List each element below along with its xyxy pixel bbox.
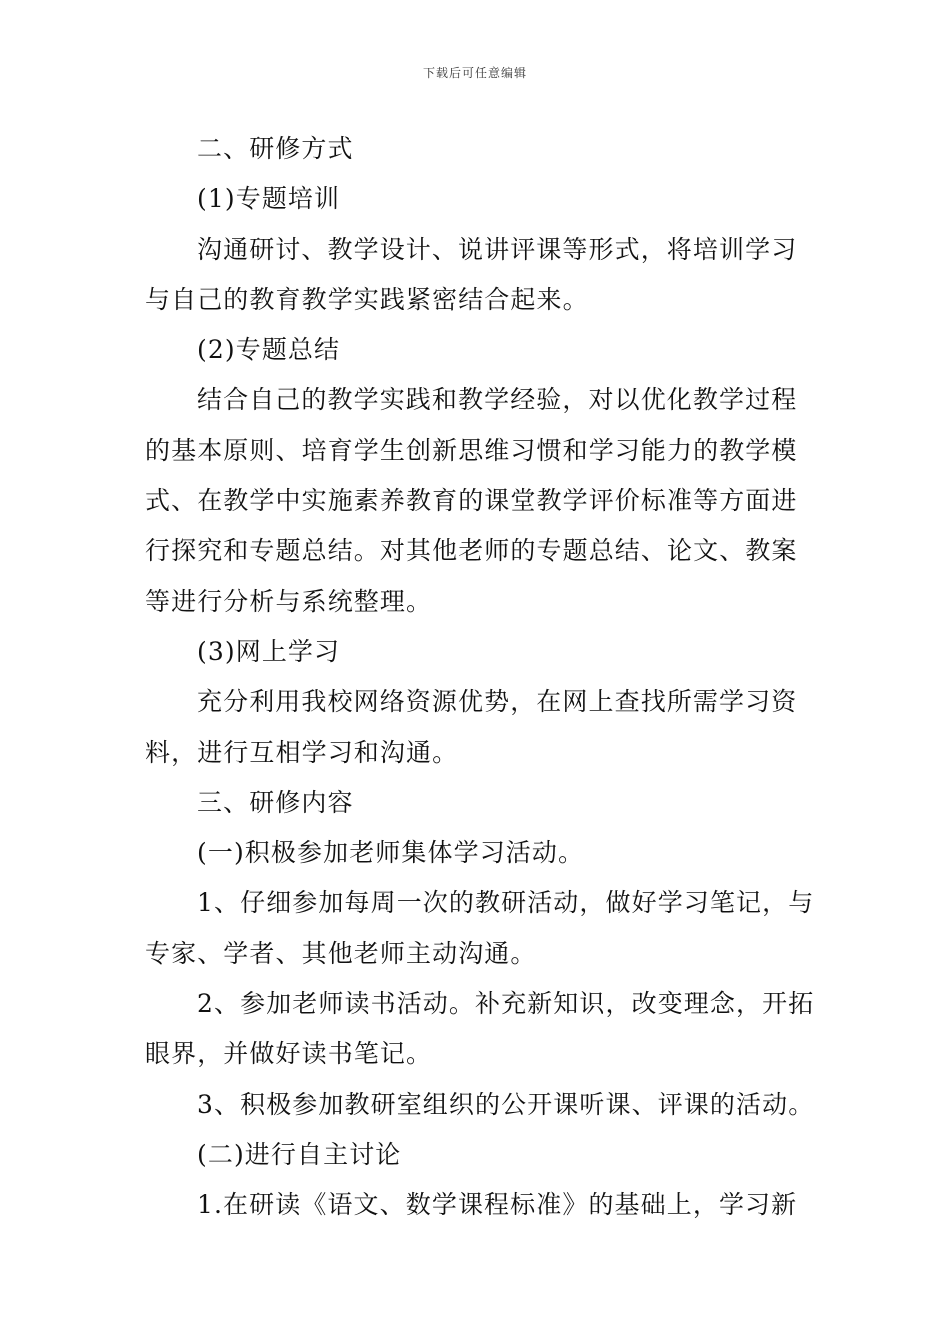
subheading: (一)积极参加老师集体学习活动。 [197,838,585,868]
paragraph-line: 式、在教学中实施素养教育的课堂教学评价标准等方面进 [145,486,798,516]
subheading: (3)网上学习 [197,636,341,666]
paragraph-line: 1.在研读《语文、数学课程标准》的基础上，学习新 [197,1190,798,1220]
paragraph-line: 2、参加老师读书活动。补充新知识，改变理念，开拓 [197,989,815,1019]
section-heading: 三、研修内容 [197,787,354,817]
document-body [145,124,815,1231]
subheading: (2)专题总结 [197,335,341,365]
paragraph-line: 眼界，并做好读书笔记。 [145,1039,433,1069]
subheading: (1)专题培训 [197,184,341,214]
paragraph-line: 3、积极参加教研室组织的公开课听课、评课的活动。 [197,1089,815,1119]
paragraph-line: 充分利用我校网络资源优势，在网上查找所需学习资 [197,687,798,717]
paragraph-line: 与自己的教育教学实践紧密结合起来。 [145,284,589,314]
section-heading: 二、研修方式 [197,134,354,163]
paragraph-line: 结合自己的教学实践和教学经验，对以优化教学过程 [197,385,798,415]
paragraph-line: 1、仔细参加每周一次的教研活动，做好学习笔记，与 [197,888,815,918]
paragraph-line: 专家、学者、其他老师主动沟通。 [145,938,537,968]
paragraph-line: 等进行分析与系统整理。 [145,586,433,616]
paragraph-line: 的基本原则、培育学生创新思维习惯和学习能力的教学模 [145,435,798,465]
page-header: 下载后可任意编辑 [422,66,527,80]
subheading: (二)进行自主讨论 [197,1139,402,1169]
paragraph-line: 料，进行互相学习和沟通。 [145,737,459,767]
paragraph-line: 沟通研讨、教学设计、说讲评课等形式，将培训学习 [197,234,798,264]
paragraph-line: 行探究和专题总结。对其他老师的专题总结、论文、教案 [145,536,798,566]
